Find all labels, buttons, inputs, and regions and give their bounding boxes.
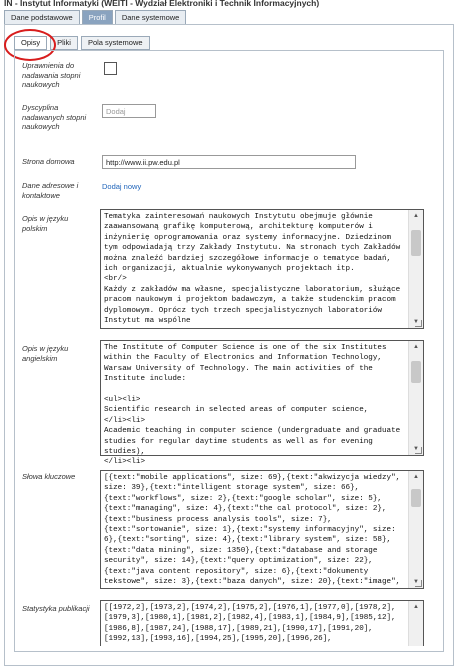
statystyka-text: [[1972,2],[1973,2],[1974,2],[1975,2],[1976,1],[1977,0],[1978,2],[1979,3],[1980,1],[1981,2],[1982,4],[1983,1],[1984,9],[1985,12],[1986,8],[1987,24],[1988,17],[1989,21],[1990,17],[1991,20],[1992,13],[1993,16],[1994,25],[1995,20],[1996,26], bbox=[104, 604, 396, 644]
statystyka-textarea[interactable] bbox=[100, 600, 424, 646]
dodaj-nowy-link[interactable]: Dodaj nowy bbox=[102, 182, 142, 191]
scroll-up-icon[interactable]: ▲ bbox=[413, 474, 419, 480]
slowa-kluczowe-text: [{text:"mobile applications", size: 69},{text:"akwizycja wiedzy", size: 39},{text:"intelligent storage system", size: 66},{text:"workflows", size: 2},{text:"google scholar", size: 5},{text:"managing", size: 4},{text:"the cal protocol", size: 2},{text:"business process analysis tools", size: 7},{text:"sortowanie", size: 1},{text:"systemy informacyjny", size: 6},{text:"sorting", size: 4},{text:"library system", size: 58},{text:"data mining", size: 1350},{text:"database and storage security", size: 14},{text:"query optimization", size: 22},{text:"java content repository", size: 6},{text:"dokumenty tekstowe", size: 3},{text:"baza danych", size: 20},{text:"image", bbox=[104, 474, 405, 587]
statystyka-scrollbar[interactable] bbox=[408, 601, 423, 646]
opis-en-text: The Institute of Computer Science is one of the six Institutes within the Faculty of Electronics and Information Technology, Warsaw University of Technology. The main activities of the Institute include: <ul><li> Scientific research in selected areas of computer science, </li><li> Academic teaching in computer science (undergraduate and graduate studies for regular daytime students as well as for evening studies), </li><li> bbox=[104, 344, 401, 467]
tab-profil[interactable]: Profil bbox=[82, 10, 113, 25]
statystyka-label: Statystyka publikacji bbox=[22, 604, 90, 613]
opis-pl-textarea[interactable] bbox=[100, 209, 424, 329]
resize-grip-icon[interactable] bbox=[415, 320, 422, 327]
slowa-kluczowe-textarea[interactable] bbox=[100, 470, 424, 589]
scroll-down-icon[interactable]: ▼ bbox=[413, 446, 419, 452]
opis-pl-label: Opis w języku polskim bbox=[22, 214, 69, 233]
uprawnienia-label: Uprawnienia do nadawania stopni naukowych bbox=[22, 61, 81, 89]
tab-dane-podstawowe[interactable]: Dane podstawowe bbox=[4, 10, 80, 25]
tab-pola-systemowe[interactable]: Pola systemowe bbox=[81, 36, 150, 50]
scroll-thumb[interactable] bbox=[411, 230, 421, 256]
resize-grip-icon[interactable] bbox=[415, 447, 422, 454]
slowa-kluczowe-label: Słowa kluczowe bbox=[22, 472, 76, 481]
scroll-up-icon[interactable]: ▲ bbox=[413, 344, 419, 350]
opis-en-label: Opis w języku angielskim bbox=[22, 344, 69, 363]
dyscyplina-label: Dyscyplina nadawanych stopni naukowych bbox=[22, 103, 87, 131]
tab-dane-systemowe[interactable]: Dane systemowe bbox=[115, 10, 187, 25]
scroll-up-icon[interactable]: ▲ bbox=[413, 213, 419, 219]
tab-pliki[interactable]: Pliki bbox=[50, 36, 78, 50]
tab-opisy[interactable]: Opisy bbox=[14, 36, 47, 50]
opis-pl-text: Tematyka zainteresowań naukowych Instytutu obejmuje głównie zaawansowaną grafikę komputerową, architekturę komputerów i inżynierię oprogramowania oraz systemy informacyjne. Dziedzinom tym odpowiadają trzy Zakłady Instytutu. Na stronach tych Zakładów można znaleźć bardziej szczegółowe informacje o tematyce badań, ich organizacji, aktualnie wykonywanych projektach itp. <br/> Każdy z zakładów ma własne, specjalistyczne laboratorium, służące pracom naukowym i projektom badawczym, a także studenckim pracom dyplomowym. Oprócz tych trzech specjalistycznych laboratoriów Instytut ma wspólne bbox=[104, 213, 401, 326]
strona-domowa-label: Strona domowa bbox=[22, 157, 75, 166]
scroll-up-icon[interactable]: ▲ bbox=[413, 604, 419, 610]
strona-domowa-input[interactable]: http://www.ii.pw.edu.pl bbox=[102, 155, 356, 169]
scroll-thumb[interactable] bbox=[411, 361, 421, 383]
dyscyplina-input[interactable]: Dodaj bbox=[102, 104, 156, 118]
opis-en-scrollbar[interactable] bbox=[408, 341, 423, 455]
top-tab-bar bbox=[4, 10, 186, 24]
dane-adresowe-label: Dane adresowe i kontaktowe bbox=[22, 181, 79, 200]
uprawnienia-checkbox[interactable] bbox=[104, 62, 117, 75]
opis-en-textarea[interactable] bbox=[100, 340, 424, 467]
scroll-down-icon[interactable]: ▼ bbox=[413, 319, 419, 325]
scroll-down-icon[interactable]: ▼ bbox=[413, 579, 419, 585]
slowa-scrollbar[interactable] bbox=[408, 471, 423, 588]
resize-grip-icon[interactable] bbox=[415, 580, 422, 587]
page-title: IN - Instytut Informatyki (WEITI - Wydział Elektroniki i Technik Informacyjnych) bbox=[4, 0, 320, 8]
opis-pl-scrollbar[interactable] bbox=[408, 210, 423, 328]
scroll-thumb[interactable] bbox=[411, 489, 421, 507]
